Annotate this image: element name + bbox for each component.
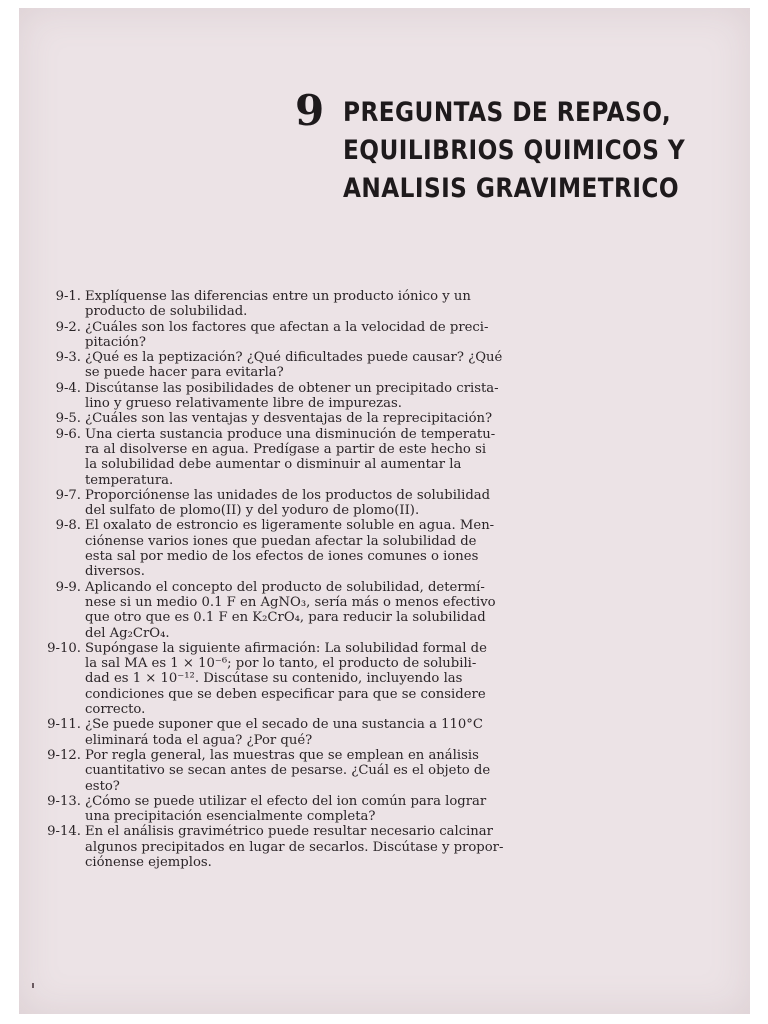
- chapter-number: 9: [295, 86, 325, 135]
- question-text-line: una precipitación esencialmente completa?: [85, 809, 376, 825]
- question-item: [39, 427, 559, 488]
- question-text-line: ¿Cuáles son las ventajas y desventajas de la reprecipitación?: [85, 411, 493, 427]
- question-number: 9-4.: [55, 380, 81, 396]
- question-text-line: nese si un medio 0.1 F en AgNO₃, sería más o menos efectivo: [85, 594, 496, 610]
- question-number: 9-14.: [47, 824, 81, 840]
- question-number: 9-6.: [55, 426, 81, 442]
- question-text-line: ¿Se puede suponer que el secado de una sustancia a 110°C: [85, 717, 483, 733]
- chapter-title-line: EQUILIBRIOS QUIMICOS Y: [343, 135, 686, 166]
- question-item: [39, 641, 559, 717]
- question-text-line: pitación?: [85, 334, 146, 350]
- question-text-line: condiciones que se deben especificar para que se considere: [85, 686, 486, 702]
- question-text-line: ¿Cuáles son los factores que afectan a la velocidad de preci-: [85, 319, 489, 335]
- question-text: [85, 748, 559, 794]
- question-text-line: eliminará toda el agua? ¿Por qué?: [85, 732, 313, 748]
- question-item: [39, 748, 559, 794]
- question-text-line: la solubilidad debe aumentar o disminuir al aumentar la: [85, 457, 462, 473]
- question-text-line: diversos.: [85, 564, 145, 580]
- question-text-line: del Ag₂CrO₄.: [85, 625, 170, 641]
- question-item: [39, 518, 559, 579]
- question-text-line: Una cierta sustancia produce una disminución de temperatu-: [85, 426, 496, 442]
- question-text-line: del sulfato de plomo(II) y del yoduro de plomo(II).: [85, 503, 420, 519]
- question-item: [39, 411, 559, 426]
- question-item: [39, 350, 559, 381]
- question-item: [39, 794, 559, 825]
- question-text-line: correcto.: [85, 702, 146, 718]
- question-number: 9-12.: [47, 747, 81, 763]
- question-text-line: Por regla general, las muestras que se emplean en análisis: [85, 747, 479, 763]
- question-text-line: Supóngase la siguiente afirmación: La solubilidad formal de: [85, 640, 487, 656]
- question-text-line: algunos precipitados en lugar de secarlos. Discútase y propor-: [85, 839, 504, 855]
- question-item: [39, 824, 559, 870]
- question-text-line: lino y grueso relativamente libre de impurezas.: [85, 396, 402, 412]
- question-item: [39, 381, 559, 412]
- question-number: 9-5.: [55, 411, 81, 427]
- question-text: [85, 411, 559, 426]
- chapter-title-line: ANALISIS GRAVIMETRICO: [343, 173, 680, 204]
- question-text: [85, 350, 559, 381]
- question-item: [39, 717, 559, 748]
- question-text-line: dad es 1 × 10⁻¹². Discútase su contenido, incluyendo las: [85, 671, 463, 687]
- question-text-line: ra al disolverse en agua. Predígase a partir de este hecho si: [85, 441, 487, 457]
- question-number: 9-10.: [47, 640, 81, 656]
- question-text-line: Proporciónense las unidades de los productos de solubilidad: [85, 487, 491, 503]
- question-text-line: esto?: [85, 778, 120, 794]
- question-number: 9-8.: [55, 518, 81, 534]
- question-text-line: cuantitativo se secan antes de pesarse. ¿Cuál es el objeto de: [85, 763, 491, 779]
- question-text-line: ciónense varios iones que puedan afectar la solubilidad de: [85, 533, 477, 549]
- question-text: [85, 488, 559, 519]
- question-number: 9-13.: [47, 793, 81, 809]
- question-text: [85, 794, 559, 825]
- question-number: 9-7.: [55, 487, 81, 503]
- question-text-line: El oxalato de estroncio es ligeramente soluble en agua. Men-: [85, 518, 495, 534]
- question-list: [39, 289, 559, 870]
- question-text: [85, 320, 559, 351]
- question-number: 9-2.: [55, 319, 81, 335]
- question-text-line: En el análisis gravimétrico puede resultar necesario calcinar: [85, 824, 493, 840]
- question-text: [85, 518, 559, 579]
- book-page: [19, 8, 750, 1014]
- question-text-line: ¿Qué es la peptización? ¿Qué dificultades puede causar? ¿Qué: [85, 350, 503, 366]
- question-number: 9-1.: [55, 289, 81, 304]
- question-text: [85, 717, 559, 748]
- question-item: [39, 488, 559, 519]
- question-text-line: ciónense ejemplos.: [85, 854, 212, 870]
- question-text-line: producto de solubilidad.: [85, 304, 248, 320]
- question-text-line: ¿Cómo se puede utilizar el efecto del ion común para lograr: [85, 793, 487, 809]
- question-text: [85, 580, 559, 641]
- question-text: [85, 427, 559, 488]
- question-text-line: la sal MA es 1 × 10⁻⁶; por lo tanto, el producto de solubili-: [85, 656, 477, 672]
- question-text: [85, 824, 559, 870]
- question-text: [85, 381, 559, 412]
- question-item: [39, 320, 559, 351]
- question-number: 9-11.: [47, 717, 81, 733]
- chapter-title: [343, 94, 685, 208]
- question-text-line: que otro que es 0.1 F en K₂CrO₄, para reducir la solubilidad: [85, 610, 486, 626]
- question-text: [85, 641, 559, 717]
- question-text-line: se puede hacer para evitarla?: [85, 365, 284, 381]
- question-text-line: Explíquense las diferencias entre un producto iónico y un: [85, 289, 471, 304]
- question-number: 9-3.: [55, 350, 81, 366]
- question-text: [85, 289, 559, 320]
- question-text-line: Discútanse las posibilidades de obtener un precipitado crista-: [85, 380, 499, 396]
- question-text-line: temperatura.: [85, 472, 174, 488]
- question-text-line: esta sal por medio de los efectos de iones comunes o iones: [85, 549, 479, 565]
- question-item: [39, 289, 559, 320]
- question-text-line: Aplicando el concepto del producto de solubilidad, determí-: [85, 579, 485, 595]
- page-speck: [32, 983, 34, 988]
- question-item: [39, 580, 559, 641]
- chapter-title-line: PREGUNTAS DE REPASO,: [343, 97, 672, 128]
- question-number: 9-9.: [55, 579, 81, 595]
